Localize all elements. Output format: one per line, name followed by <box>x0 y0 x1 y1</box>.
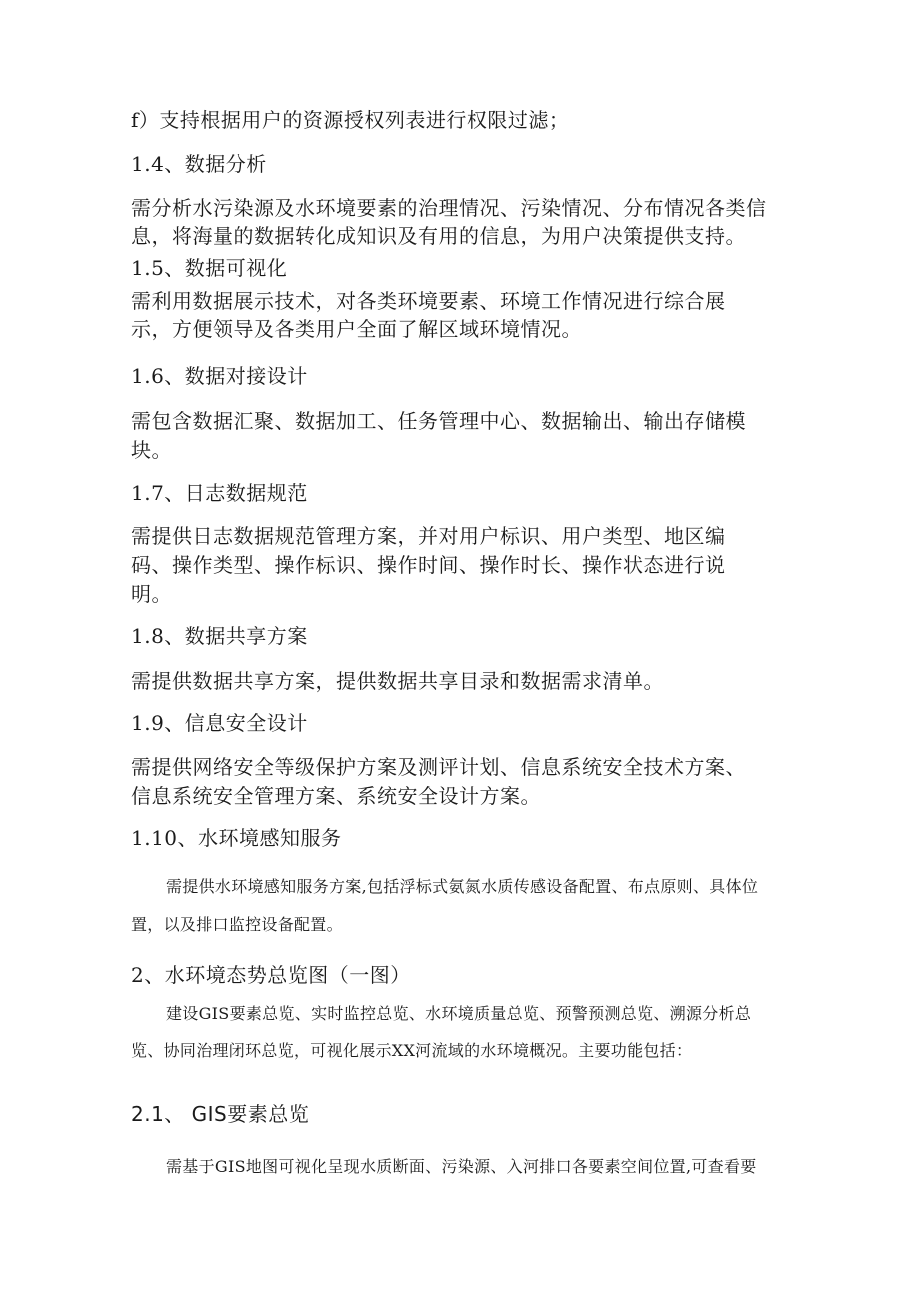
heading-1-7: 1.7、日志数据规范 <box>131 481 308 505</box>
paragraph-line: 需包含数据汇聚、数据加工、任务管理中心、数据输出、输出存储模 <box>131 409 746 433</box>
heading-1-6: 1.6、数据对接设计 <box>131 364 308 388</box>
paragraph-line: 需提供水环境感知服务方案,包括浮标式氨氮水质传感设备配置、布点原则、具体位 <box>166 877 759 896</box>
paragraph-line: 置，以及排口监控设备配置。 <box>131 915 343 934</box>
heading-1-5: 1.5、数据可视化 <box>131 256 288 280</box>
paragraph-line: 码、操作类型、操作标识、操作时间、操作时长、操作状态进行说 <box>131 553 726 577</box>
paragraph-line: 需基于GIS地图可视化呈现水质断面、污染源、入河排口各要素空间位置,可查看要 <box>166 1157 757 1176</box>
paragraph-line: 示，方便领导及各类用户全面了解区域环境情况。 <box>131 317 582 341</box>
paragraph-line: 需利用数据展示技术，对各类环境要素、环境工作情况进行综合展 <box>131 289 726 313</box>
paragraph-line: 览、协同治理闭环总览，可视化展示XX河流域的水环境概况。主要功能包括： <box>131 1041 693 1060</box>
paragraph-line: 需提供数据共享方案，提供数据共享目录和数据需求清单。 <box>131 669 664 693</box>
list-item-f: f）支持根据用户的资源授权列表进行权限过滤； <box>131 108 570 132</box>
paragraph-line: 需提供网络安全等级保护方案及测评计划、信息系统安全技术方案、 <box>131 755 746 779</box>
paragraph-line: 信息系统安全管理方案、系统安全设计方案。 <box>131 784 541 808</box>
heading-2: 2、水环境态势总览图（一图） <box>131 963 411 987</box>
paragraph-line: 需分析水污染源及水环境要素的治理情况、污染情况、分布情况各类信 <box>131 196 767 220</box>
paragraph-line: 明。 <box>131 582 172 606</box>
paragraph-line: 建设GIS要素总览、实时监控总览、水环境质量总览、预警预测总览、溯源分析总 <box>166 1004 752 1023</box>
heading-1-9: 1.9、信息安全设计 <box>131 711 308 735</box>
heading-1-10: 1.10、水环境感知服务 <box>131 826 342 850</box>
heading-2-1: 2.1、 GIS要素总览 <box>131 1102 310 1126</box>
paragraph-line: 需提供日志数据规范管理方案，并对用户标识、用户类型、地区编 <box>131 524 726 548</box>
paragraph-line: 块。 <box>131 438 172 462</box>
heading-1-4: 1.4、数据分析 <box>131 152 267 176</box>
paragraph-line: 息，将海量的数据转化成知识及有用的信息，为用户决策提供支持。 <box>131 224 746 248</box>
heading-1-8: 1.8、数据共享方案 <box>131 624 308 648</box>
